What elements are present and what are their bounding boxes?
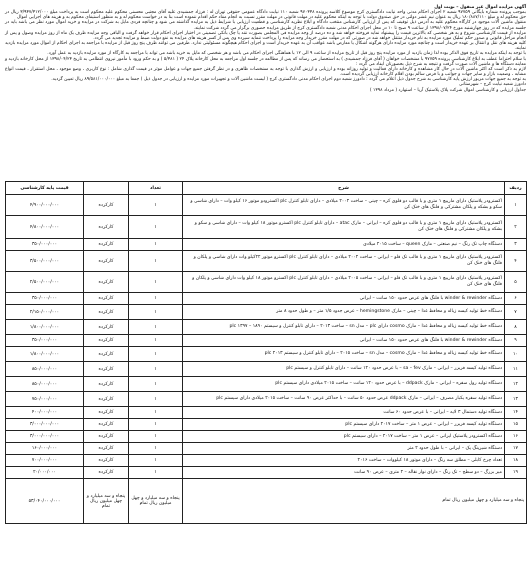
row-number: ۱۵ [505,419,527,431]
table-row [6,467,527,479]
row-price: ۲۰/۰۰۰/۰۰۰ [6,467,84,479]
notice-paragraph: منقول ماشین آلات موجود در کارگاه محکوم علیه به آدرس ذیل توقیف که پس از ارزیابی کارشناس منتخب دادگاه و ابلاغ نظریه کارشناسی و قطعیت ارزیابی با شرایط ذیل به مزایده گذاشته می شود و چنانچه فردی مایل به شرکت در مزایده و خرید اموال مورد نظر می باشد باید در جلسه مزایده که در روز چهارشنبه مورخ ۱۳۹۸/۰۷/۲۴ از ساعت ۹ صبح تا ۱۰ در محل اجرای احکام مدنی شعبه دادگستری کرج از طریق مزایده حضوری برگزار می گردد شرکت نمایند. [5,20,526,31]
column-header-status [84,182,129,195]
row-description: دستگاه خط تولید کیسه زباله و محافظ غذا – مارک cosmo دارای plc – مدل sn – ساخت ۲۰۱۳ – دارای تابلو کنترل و سیستم plc ۱۳۹۷ – ۱۸۹۰ [183,320,505,335]
row-quantity: ۱ [129,347,183,362]
table-total-row [6,479,527,524]
row-status: کارکرده [84,377,129,392]
total-status-words: پنجاه و سه میلیارد و چهل میلیون ریال تمام [84,479,129,524]
table-row [6,455,527,467]
table-row [6,377,527,392]
row-description: دستگاه تولید دستمال ۳ لایه – ایرانی – با عرض حدود ۶۰ سانت [183,407,505,419]
row-price: ۴/۹۰۰/۰۰۰/۰۰۰ [6,195,84,216]
notice-paragraph: به توجه به جمیع جهات مزبور ارزش پایه کارشناسی به شرح جدول ذیل اعلام می گردد : دادورز شعبه دوم اجرای احکام مدنی دادگستری کرج ( لیست ماشین آلات و تجهیزات مورد مزایده و ارزیابی در جدول ذیل ) جمعا به مبلغ ۸۹/۵۸۱/۰۰۰/۰۰۰ ریال تعیین گردید. [51,77,526,83]
table-row [6,419,527,431]
row-status: کارکرده [84,251,129,272]
row-price: ۱/۸۰۰/۰۰۰/۰۰۰ [6,347,84,362]
row-number: ۱۴ [505,407,527,419]
row-quantity: ۱ [129,362,183,377]
row-price: ۳۵۰/۰۰۰/۰۰۰ [6,239,84,251]
row-description: دستگاه خط تولید کیسه زباله و محافظ غذا – مارک cosmo – مدل sn – ساخت ۲۰۱۵ – دارای تابلو کنترل و سیستم plc ۲۰۱۳ [183,347,505,362]
row-description: دستگاه winder & rewinder با فلنگ های عرض حدود ۱۵۰ سانت – ایرانی [183,293,505,305]
row-quantity: ۱ [129,305,183,320]
row-number: ۱۳ [505,392,527,407]
table-row [6,320,527,335]
document-page [5,5,526,571]
row-number: ۱۹ [505,467,527,479]
row-number: ۱۶ [505,431,527,443]
row-number: ۵ [505,272,527,293]
row-quantity: ۱ [129,195,183,216]
row-description: اکسترودر پلاستیک دارای مارپیچ ۱ متری و با قالب تک قلو – ایرانی – ساخت ۲۰۰۵ میلادی – دارای تابلو کنترل plc اکسترو موتور ۱۸ کیلو وات دارای شاسی و پلکان و فلنگ های خنک کن [183,272,505,293]
row-quantity: ۱ [129,407,183,419]
table-row [6,216,527,239]
row-description: دستگاه تولید کیسه فریزر – ایرانی – مارک sa – fev – با عرض حدود ۱۲۰ سانت – دارای تابلو کنترل و سیستم plc [183,362,505,377]
row-price: ۱/۸۰۰/۰۰۰/۰۰۰ [6,320,84,335]
row-price: ۱۶۰/۰۰۰/۰۰۰ [6,443,84,455]
table-row [6,305,527,320]
row-description: اکسترودر پلاستیک دارای مارپیچ ۱ متری و با قالب دو قلوی کره – ایرانی – مارک atac – دارای تابلو کنترل plc اکسترو موتور ۱۸ کیلو وات – دارای شاسی و سکو و بشکه و پلکان مشترکی و فلنگ های خنک کن [183,216,505,239]
column-header-no: ردیف [505,182,527,195]
notice-paragraph: مزایده از قیمت کارشناسی شروع و به هر شخصی که بالاترین قیمت را پیشنهاد نماید فروخته خواهد شد و ده درصد از وجه مزایده فی المجلس بصورت نقد یا چک بانکی تضمینی در اختیار اجرای احکام قرار خواهد گرفت و الباقی وجه مزایده ظرف یک ماه از روز مزایده وصول و پس از انجام مراحل قانونی و صدور حکم تملیک مورد مزایده به نام خریدار منتقل خواهد شد در صورتی که در مهلت مقرر خریدار وجه مزایده را پرداخت ننماید سپرده وی پس از کسر هزینه های مزایده به نفع دولت ضبط و مزایده تجدید می گردد. [5,30,526,41]
column-header-description: شرح [183,182,505,195]
table-row [6,392,527,407]
row-number: ۹ [505,335,527,347]
notice-header [5,5,526,93]
row-description: دستگاه چاپ تک رنگ – نیم صنعتی – مارک queen – ساخت ۲۰۱۵ میلادی [183,239,505,251]
total-label: پنجاه و سه میلیارد و چهل میلیون ریال تمام [183,479,527,524]
row-number: ۳ [505,239,527,251]
row-status: کارکرده [84,320,129,335]
column-header-price: قیمت پایه کارشناسی [6,182,84,195]
row-status: کارکرده [84,362,129,377]
row-status: کارکرده [84,443,129,455]
row-status: کارکرده [84,195,129,216]
row-status: کارکرده [84,293,129,305]
column-header-quantity: تعداد [129,182,183,195]
row-quantity: ۱ [129,251,183,272]
table-row [6,293,527,305]
row-number: ۱ [505,195,527,216]
row-quantity: ۱ [129,335,183,347]
row-quantity: ۱ [129,431,183,443]
row-number: ۲ [505,216,527,239]
row-number: ۱۲ [505,377,527,392]
table-row [6,407,527,419]
row-number: ۷ [505,305,527,320]
row-quantity: ۱ [129,419,183,431]
notice-paragraph: لازم به ذکر است که اکثر ماشین آلات در حال کار مشاهده و کارخانه دارای فعالیت و تولید روزانه بوده و ارزیابی و ارزش گذاری با توجه به مشخصات ظاهری و در نظر گرفتن جمیع جهات و عوامل موثر در قیمت گذاری شامل : نوع کاربری ، وضع موجود ، محل استقرار ، قیمت انواع مشابه ، وضعیت بازار و سایر جهات و جوانب و با فرض سالم بودن اقلام کارخانه ارزیابی گردیده است. [5,66,526,78]
row-price: ۷۵۰/۰۰۰/۰۰۰ [6,392,84,407]
table-row [6,431,527,443]
notice-footer-line: جداول ارزیابی و کارشناسی اموال شرکت پلاک پلاستیک آریا – استهارد ( مرداد ۱۳۹۸ ) [369,87,526,93]
row-number: ۴ [505,251,527,272]
row-description: میز بزرگ – دو سطح – تک رنگ – دارای نوار نقاله – ۲ متری – عرض ۹۰ سانت [183,467,505,479]
row-quantity: ۱ [129,443,183,455]
row-quantity: ۱ [129,239,183,251]
row-status: کارکرده [84,272,129,293]
row-status: کارکرده [84,347,129,362]
notice-paragraph: با توجه به اینکه مزایده به تاریخ فوق الذکر بوده لذا زمان بازدید از مورد مزایده پنج روز قبل از تاریخ مزایده از ساعت ۹ الی ۱۲ با هماهنگی اجرای احکام می باشد و هر شخصی که مایل به خرید باشد می تواند با مراجعه به کارگاه از مورد مزایده بازدید به عمل آورد. [47,51,526,57]
row-price: ۴۰۰/۰۰۰/۰۰۰ [6,407,84,419]
table-row [6,272,527,293]
row-description: اکسترودر پلاستیک دارای مارپیچ ۱ متری و با قالب تک قلو – ایرانی – ساخت ۲۰۰۲ میلادی – دارای تابلو کنترل plc اکسترو موتور ۲۲کیلو وات دارای شاسی و پلکان و فلنگ های خنک کن [183,251,505,272]
table-row [6,251,527,272]
table-row [6,195,527,216]
table-row [6,239,527,251]
row-number: ۸ [505,320,527,335]
row-quantity: ۱ [129,293,183,305]
row-number: ۱۰ [505,347,527,362]
row-price: ۲/۱۵۰/۰۰۰/۰۰۰ [6,305,84,320]
row-status: کارکرده [84,419,129,431]
row-quantity: ۱ [129,392,183,407]
row-quantity: ۱ [129,455,183,467]
row-description: دستگاه winder & rewinder با فلنگ های عرض حدود ۱۵۰ سانت – ایرانی [183,335,505,347]
row-description: دستگاه تولید کیسه فریزر – ایرانی – عرض ۱ متر – ساخت ۲۰۱۷ دارای سیستم plc [183,419,505,431]
row-status: کارکرده [84,216,129,239]
row-price: ۳/۰۰۰/۰۰۰/۰۰۰ [6,431,84,443]
row-description: دستگاه تولید سفره یکبار مصرف – ایرانی – مارک ddpack عرض حدود ۵۰ سانت – با حداکثر عرض ۹۰ سانت – ساخت ۲۰۱۵ میلادی دارای سیستم plc [183,392,505,407]
row-quantity: ۱ [129,216,183,239]
row-status: کارکرده [84,455,129,467]
row-status: کارکرده [84,239,129,251]
notice-paragraph: بموجب پرونده شماره بایگانی ۹۷۷۵۹ شعبه ۲ اجرای احکام مدنی واحد نیابت دادگستری کرج موضوع کلاسه پرونده ۹۷۰۳۳۸ شعبه ۱۱۰ نیابت دادگاه عمومی حقوقی تهران له : فرزاد جمشیدی علیه آقای مجتبی محسنی محکوم علیه محکوم است به پرداخت مبلغ ۳/۹۳۷/۳۱۲/۰۰۰ ریال در حق محکوم له و مبلغ ۱۸۰/۸۸۷/۱۱۰ ریال به عنوان نیم عشر دولتی در حق صندوق دولت با توجه به اینکه محکوم علیه در مهلت قانونی در مهلت مقرر نسبت به انجام مفاد حکم اقدام ننموده است بنا به در خواست محکوم له و به منظور استیفای محکوم به و هزینه های اجرایی اموال [5,10,526,21]
row-quantity: ۱ [129,320,183,335]
row-number: ۱۷ [505,443,527,455]
row-price: ۸۵۰/۰۰۰/۰۰۰ [6,377,84,392]
notice-title: آگهی مزایده اموال غیر منقول – نوبت اول [434,5,526,10]
notice-footer-line: دادورز شعبه نیابت کرج – شهرستانی [459,82,526,88]
table-header-row [6,182,527,195]
table-row [6,335,527,347]
row-number: ۱۱ [505,362,527,377]
row-price: ۴/۸۰۰/۰۰۰/۰۰۰ [6,216,84,239]
row-description: دستگاه اکسترودر پلاستیک ایرانی – عرض ۱ متر – ساخت ۲۰۱۷ – دارای سیستم plc [183,431,505,443]
row-quantity: ۱ [129,272,183,293]
appraisal-table [5,181,527,524]
row-number: ۶ [505,293,527,305]
table-row [6,443,527,455]
notice-paragraph: کلیه هزینه های نقل و انتقال بر عهده خریدار است و چنانچه مورد مزایده دارای هرگونه اشکال یا معارض باشد عواقب آن به عهده خریدار است و اجرای احکام هیچگونه مسئولیتی ندارد. طرفین می توانند ظرف پنج روز قبل از مزایده با مراجعه به اجرای احکام از اموال مورد مزایده بازدید نمایند. [5,41,526,52]
row-price: ۳۵۰/۰۰۰/۰۰۰ [6,335,84,347]
row-status: کارکرده [84,392,129,407]
row-description: دستگاه تولید رول سفره – ایرانی – مارک ddpack – با عرض حدود ۱۲۰ سانت – ساخت ۲۰۱۵ میلادی دارای سیستم plc [183,377,505,392]
row-price: ۳۵۰/۰۰۰/۰۰۰ [6,293,84,305]
row-quantity: ۱ [129,377,183,392]
row-status: کارکرده [84,467,129,479]
row-price: ۸۵۰/۰۰۰/۰۰۰ [6,362,84,377]
total-price: ۵۳/۰۴۰/۰۰۰/۰۰۰ [6,479,84,524]
row-status: کارکرده [84,407,129,419]
total-quantity-words: پنجاه و سه میلیارد و چهل میلیون ریال تمام [129,479,183,524]
row-quantity: ۱ [129,467,183,479]
table-row [6,362,527,377]
row-price: ۳/۵۰۰/۰۰۰/۰۰۰ [6,251,84,272]
table-body [6,195,527,524]
row-status: کارکرده [84,335,129,347]
notice-paragraph: با سلام احتراما عطف به ابلاغ کارشناسی پرونده ۹۷۷۵۹ با مشخصات خواهان ( آقای فرزاد جمشیدی ) به استحضار می رساند که پس از مطالعه در جلسه اول مراجعه به محل کارخانه پلاک ۲۴ ( ۵/۳۸۱ ) و به حکم ورود با مأمور نیروی انتظامی به تاریخ ۱۳۹۸/۰۴/۲۳ از محل کارخانه بازدید و معاینه دستگاه ها و ماشین آلات صورت گرفت و نتیجه به شرح ذیل بحضورتان ایفاد می گردد : [5,56,526,67]
row-description: اکسترودر پلاستیک دارای مارپیچ ۱ متری و با قالب دو قلوی کره – چینی – ساخت ۲۰۰۲ میلادی – دارای تابلو کنترل plc اکسترودو موتور ۱۶ کیلو وات – دارای شاسی و سکو و بشکه و پلکان مشترکی و فلنگ های خنک کن [183,195,505,216]
row-price: ۷۰۰/۰۰۰/۰۰۰ [6,455,84,467]
row-price: ۳/۰۰۰/۰۰۰/۰۰۰ [6,419,84,431]
row-status: کارکرده [84,431,129,443]
row-number: ۱۸ [505,455,527,467]
row-description: دستگاه خط تولید کیسه زباله و محافظ غذا – چینی – مارک hemingstone – عرض جدود ۱/۵ متر – و طول حدود ۸ متر [183,305,505,320]
table-row [6,347,527,362]
row-description: دستگاه شیرینگ پک – ایرانی – با طول حدود ۲ متر [183,443,505,455]
row-status: کارکرده [84,305,129,320]
row-description: تعداد چرخ کابلی – مطلق سه رنگ – دارای موتور ۱۸ کیلووات – ساخت ۲۰۱۶ [183,455,505,467]
row-price: ۲/۵۰۰/۰۰۰/۰۰۰ [6,272,84,293]
